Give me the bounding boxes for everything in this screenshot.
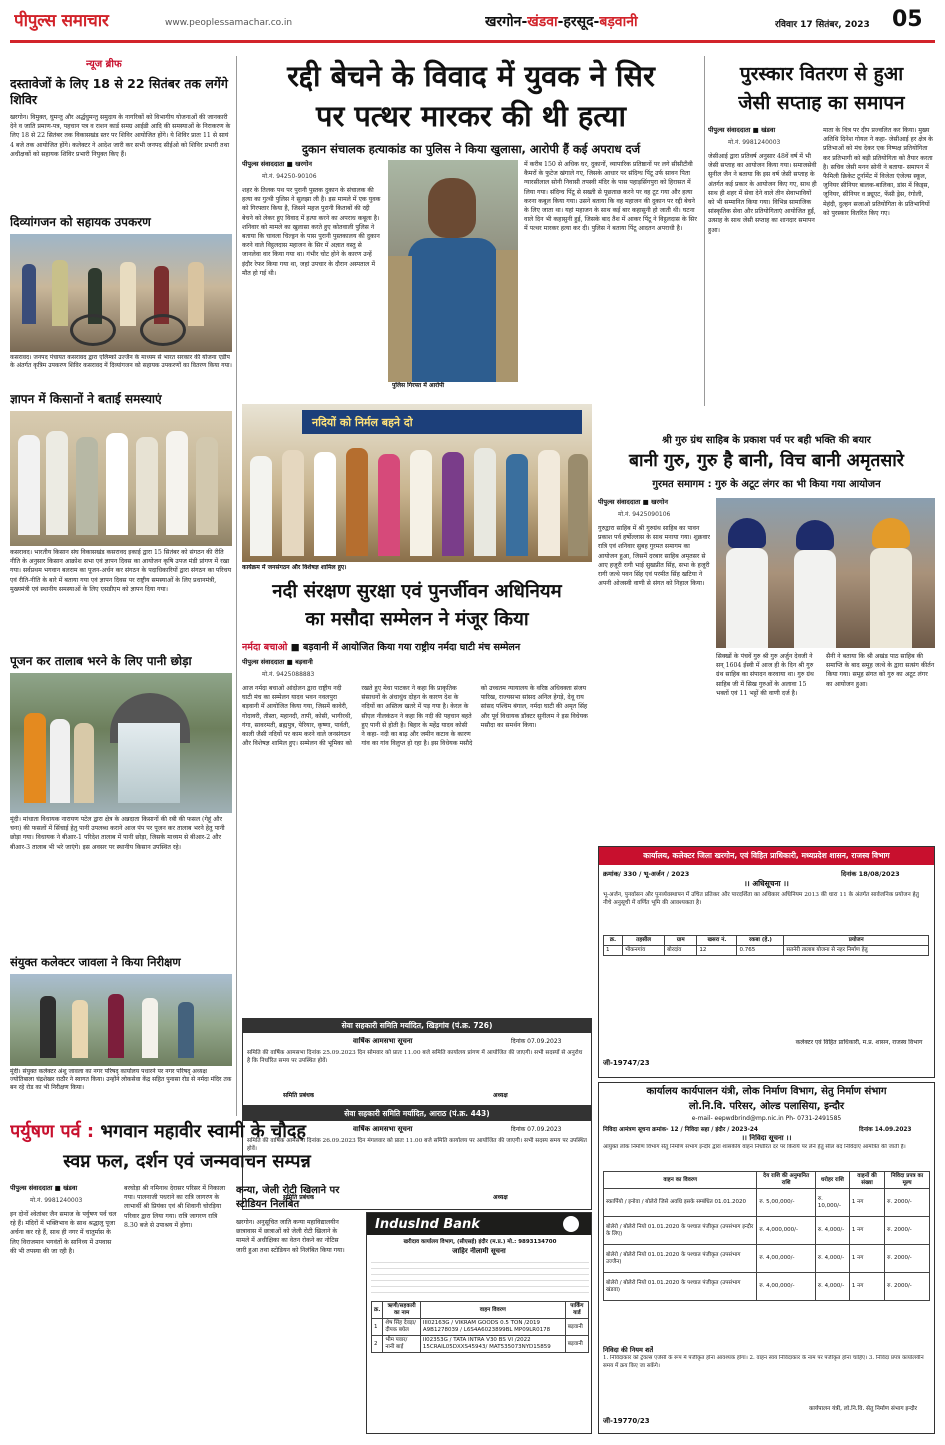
brief-5-title: संयुक्त कलेक्टर जावला ने किया निरीक्षण [10, 955, 181, 969]
paryushan-headline-2: स्वप्न फल, दर्शन एवं जन्मवाचन सम्पन्न [63, 1151, 311, 1172]
lead-headline-2: पर पत्थर मारकर की थी हत्या [315, 99, 627, 133]
govt-notice-title: ।। अधिसूचना ।। [744, 879, 789, 888]
govt-notice-footer-right: कलेक्टर एवं विहित प्राधिकारी, म.प्र. शासन, राजस्व विभाग [795, 1039, 923, 1046]
bank-logo-icon [563, 1216, 579, 1232]
lead-body-1: शहर के तिलक पथ पर पुरानी पुस्तक दुकान के संचालक की हत्या का गुत्थी पुलिस ने सुलझा ली है। इस मामले में एक युवक को गिरफ्तार किया है, जिसने महज पुरानी किताबों की रद्दी बेचने को लेकर हुए विवाद में हत्या करने का अपराध कबूला है। शनिवार को मामले का खुलासा करते हुए कोतवाली पुलिस ने बताया कि चावला चिल्ड्रन के पास पुरानी पुस्तकालय की दुकान करने वाले विट्ठलदास महाजन के सिर में अज्ञात वस्तु से जानलेवा वार किया गया था। गंभीर चोट होने के कारण उन्हें इंदौर रेफर किया गया था, जहां उपचार के दौरान अस्पताल में मौत हो गई थी। [242, 187, 381, 277]
narmada-headline-1: नदी संरक्षण सुरक्षा एवं पुनर्जीवन अधिनियम [272, 581, 562, 602]
bank-table [371, 1301, 589, 1353]
tender-1-signer-1: समिति प्रबंधक [283, 1092, 315, 1099]
paryushan-headline-1: पर्युषण पर्व : भगवान महावीर स्वामी के चौदह [10, 1121, 306, 1142]
bank-address: खरीदाव कार्यालय विभाग, (सीएसई) इंदौर (म.प्र.) मो.: 9893134700 [403, 1239, 557, 1245]
guru-body-1: गुरुद्वारा साहिब में श्री गुरुग्रंथ साहिब का पावन प्रकाश पर्व हर्षोल्लास के साथ मनाया गया। शुक्रवार रात्रि एवं शनिवार सुबह गुरमत समागम का आयोजन हुआ, जिसमें दरबार साहिब अमृतसर से आए हजूरी रागी भाई सुखप्रीत सिंह, सभा के हजूरी रागी जत्थे पवन सिंह एवं परमीत सिंह खटिया ने अपनी ओजस्वी वाणी से संगत को निहाल किया। [598, 525, 710, 588]
paryushan-side-headline: कन्या, जेली रोटी खिलाने पर स्टोडियन निलंबित [236, 1185, 340, 1210]
bank-notice-title: जाहिर नीलामी सूचना [452, 1247, 506, 1255]
tender-1-signer-2: अध्यक्ष [493, 1092, 508, 1099]
lead-body-2: में करीब 150 से अधिक घर, दुकानों, व्यापारिक प्रतिष्ठानों पर लगे सीसीटीवी कैमरों के फुटेज खंगाले गए, जिसके आधार पर संदिग्ध पिंटू उर्फ सावन पिता ग्यारसीलाल सोनी निवासी तपस्वी मंदिर के पास पहाड़सिंगपुरा को हिरासत में लिया गया। संदिग्ध पिंटू से सख्ती से पूछताछ करने पर वह टूट गया और हत्या करना कबूल किया गया। उसने बताया कि वह महाजन की दुकान पर रद्दी बेचने के लिए जाता था। यहां महाजन के साथ कई बार कहासुनी हो जाती थी। घटना वाले दिन भी कहासुनी हुई, जिसके बाद तैश में आकर पिंटू ने विट्ठलदास के सिर में पत्थर मारकर हत्या कर दी। पुलिस ने बताया पिंटू आदतन अपराधी है। [524, 161, 697, 233]
table-row: बोलेरो / बोलेरो नियो 01.01.2020 के पश्चात पंजीकृत (उपसंभाग उज्जैन) रु. 4,00,000/- रु. 4,000/- 1 नग रु. 2000/- [604, 1245, 930, 1273]
bank-col-no: क्र. [372, 1302, 383, 1319]
news-brief-label: न्यूज ब्रीफ [86, 59, 122, 70]
award-body-1: जेसीआई द्वारा प्रतिवर्ष अनुसार 48वें वर्ष में भी जेसी सप्ताह का आयोजन किया गया। समाजसेवी सुनील जैन ने बताया कि इस वर्ष जेसी सप्ताह के अंतर्गत कई प्रकार के आयोजन किए गए, साथ ही साथ ही शहर में सेवा देने वाले तीन सेवाभावियों को भी सम्मानित किया गया। विभिन्न सामाजिक सांस्कृतिक सेवा और प्रतियोगिताएं आयोजित हुईं, उत्साह के साथ जेसी सप्ताह का शानदार समापन हुआ। [708, 153, 817, 234]
lead-byline: पीपुल्स संवाददाता ■ खरगोन [242, 160, 313, 168]
paryushan-story [10, 1118, 364, 1438]
govt-col-tehsil: तहसील [622, 936, 664, 946]
narmada-mobile: मो.नं. 9425088883 [262, 671, 315, 678]
govt-notice-case: क्रमांक/ 330 / भू-अर्जन / 2023 [603, 870, 690, 878]
pwd-notice-date: दिनांक 14.09.2023 [859, 1127, 912, 1133]
govt-notice-header: कार्यालय, कलेक्टर जिला खरगोन, एवं विहित प्राधिकारी, मध्यप्रदेश शासन, राजस्व विभाग [599, 847, 934, 865]
pwd-col-fee: निविदा प्रपत्र का मूल्य [885, 1172, 930, 1189]
region-khargone: खरगोन- [485, 14, 528, 30]
govt-col-area: रकबा (हे.) [737, 936, 784, 946]
guru-body-3: सैनी ने बताया कि श्री अखंड पाठ साहिब की समाप्ति के बाद समूह जत्थे के द्वारा सत्संग कीर्तन किया गया। समूह संगत को गुरु का अटूट लंगर का आयोजन हुआ। [826, 653, 935, 688]
award-headline-1: पुरस्कार वितरण से हुआ [739, 63, 904, 85]
award-story [708, 56, 935, 404]
tender-2-signer-1: समिति प्रबंधक [283, 1194, 315, 1201]
guru-subhead: गुरमत समागम : गुरु के अटूट लंगर का भी किया गया आयोजन [652, 479, 881, 490]
govt-notice-footer-left: जी-19747/23 [603, 1059, 650, 1067]
lead-accused-photo [388, 160, 518, 382]
govt-col-khasra: खसरा नं. [697, 936, 737, 946]
govt-col-village: ग्राम [665, 936, 697, 946]
govt-col-no: क्र. [604, 936, 623, 946]
narmada-photo-caption: कार्यक्रम में जनसंगठन और विशेषज्ञ शामिल हुए। [242, 564, 347, 571]
guru-kicker: श्री गुरु ग्रंथ साहिब के प्रकाश पर्व पर बही भक्ति की बयार [662, 435, 871, 446]
brief-5-caption: मूंदी। संयुक्त कलेक्टर अंशु जावला का नगर परिषद् कार्यालय पधारने पर नगर परिषद् अध्यक्ष ज्योतिबाला चंद्रशेखर राठौर ने स्वागत किया। उन्होंने लोकसेवा केंद्र सहित पुनासा रोड से नर्मदा मंदिर तक बन रहे रोड का भी निरीक्षण किया। [10, 1068, 232, 1091]
narmada-byline: पीपुल्स संवाददाता ■ बड़वानी [242, 658, 313, 666]
masthead-url: www.peoplessamachar.co.in [165, 18, 293, 28]
award-body-2: माता के चित्र पर दीप प्रज्वलित कर किया। मुख्य अतिथि दिनेश गोयल ने कहा- जेसीआई हर क्षेत्र के प्रतिभाओं को मंच देकर एक निष्पक्ष प्रतियोगिता कर प्रतिभागी को बड़ी प्रतियोगिता को तैयार करता है। सचिव जेसी मनन सोनी ने बताया- समापन में फैमिली क्रिकेट टूर्नामेंट में विजेता एंजेल्स स्कूल, जुनियर सीनियर बालक-बालिका, डांस में किड्स, जूनियर, सीनियर व ड्यूएट, फेंसी ड्रेस, रंगोली, मेहंदी, दुल्हन सजाओ प्रतियोगिता के प्रतिभागियों को पुरस्कार वितरित किए गए। [823, 127, 933, 217]
lead-story [242, 56, 700, 396]
region-harsud: -हरसूद- [557, 14, 600, 30]
lead-headline-1: रद्दी बेचने के विवाद में युवक ने सिर [287, 59, 655, 93]
pwd-footer-right: कार्यपालन यंत्री, लो.नि.वि. सेतु निर्माण संभाग इन्दौर [808, 1406, 918, 1412]
brief-1-title: दस्तावेजों के लिए 18 से 22 सितंबर तक लगेंगे शिविर [10, 76, 228, 107]
table-row: स्कार्पियो / इनोवा / बोलेरो जिसे अवधि इसके सम्बंधित 01.01.2020 रु. 5,00,000/- रु. 10,000/- 1 नग रु. 2000/- [604, 1189, 930, 1217]
table-row: 1 शेष सिंह देवड़ा/ दीपक बघेल III0216ЗG / VIKRAM GOODS 0.5 TON /2019 A9B1278039 / L6S4A6023899BL MP09LR0178 बड़वानी [372, 1319, 589, 1336]
pwd-header-2: लो.नि.वि. परिसर, ओल्ड पलासिया, इन्दौर [688, 1101, 845, 1112]
brief-5-photo [10, 974, 232, 1066]
brief-4-body: मूंदी। मांधाता विधायक नारायण पटेल द्वारा क्षेत्र के अन्नदाता किसानों की रबी की फसल (गेहूं और चना) की फसलों में सिंचाई हेतु पानी उपलब्ध कराने आज पंप पर पूजन कर तालाब भरने हेतु पानी छोड़ा गया। विधायक ने बीआर-1 परिदेश तालाब में पानी छोड़ा, जिसके माध्यम से बीआर-2 और बीआर-3 तालाब भी भरे जाएंगे। इस अवसर पर स्थानीय किसान उपस्थित रहे। [10, 816, 225, 851]
bank-notice-body [371, 1257, 589, 1297]
logo-text: पीपुल्स समाचार [14, 11, 109, 31]
pwd-terms: 1. निविदाकार को ट्रेवल्स एजेंसी के रूप में पंजीकृत होना आवश्यक होगा। 2. वाहन स्वयं निविदाकार के नाम पर पंजीकृत होना चाहिए। 3. निविदा प्रपत्र कार्यालयीन समय में क्रय किए जा सकेंगे। [603, 1355, 924, 1369]
paryushan-mobile: मो.नं. 9981240003 [30, 1197, 83, 1204]
tender-2-date: दिनांक 07.09.2023 [511, 1126, 562, 1133]
award-byline: पीपुल्स संवाददाता ■ खंडवा [708, 126, 776, 134]
pwd-notice-body: आयुक्त लोक निर्माण विभाग सेतु निर्माण संभाग इन्दौर द्वारा शासकीय वाहन निर्धारित दर पर किराये पर लेने हेतु सील बंद निविदाएं आमंत्रित की जाती हैं। [603, 1144, 906, 1150]
bank-notice [366, 1212, 592, 1434]
lead-subhead: दुकान संचालक हत्याकांड का पुलिस ने किया खुलासा, आरोपी हैं कई अपराध दर्ज [301, 142, 641, 156]
pwd-notice [598, 1082, 935, 1434]
table-row: 1 भीकनगांव बोरदांव 12 0.765 सतनेरी तालाब योजना से नहर निर्माण हेतु [604, 946, 929, 956]
tender-notice-1 [242, 1018, 592, 1106]
tender-2-sub: वार्षिक आमसभा सूचना [353, 1125, 413, 1133]
news-brief-column [10, 56, 232, 1116]
govt-col-purpose: प्रयोजन [784, 936, 929, 946]
tender-2-body: समिति की वार्षिक आमसभा दिनांक 26.09.2023 दिन मंगलवार को प्रातः 11.00 बजे समिति कार्यालय पर आयोजित की जाएगी। सभी सदस्य समय पर उपस्थित होवें। [247, 1138, 587, 1152]
bank-logo-text: IndusInd Bank [375, 1217, 480, 1232]
pwd-notice-no: निविदा आमंत्रण सूचना क्रमांक- 12 / निविदा सहा / इंदौर / 2023-24 [603, 1127, 758, 1133]
page-number: 05 [892, 7, 923, 32]
paryushan-side-body: खरगोन। अनुसूचित जाति कन्या महाविद्यालयीन छात्रावास में छात्राओं को जेली रोटी खिलाने के मामले में अधीक्षिका का वेतन रोकने का नोटिस जारी हुआ तथा स्टोडियन को निलंबित किया गया। [236, 1219, 345, 1254]
narmada-body: आज नर्मदा बचाओ आंदोलन द्वारा राष्ट्रीय नदी घाटी मंच का सम्मेलन यादव भवन नवलपुरा बड़वानी में आयोजित किया गया, जिसमें कावेरी, गोदावरी, तीस्ता, महानदी, तापी, कोसी, भागीरथी, गंगा, सावरमती, ब्रह्मपुत्र, पेरियार, कृष्णा, पार्वती, काली जैसी नदियों पर काम करने वाले जनसंगठन और विशेषज्ञ शामिल हुए। सम्मेलन की भूमिका को रखते हुए मेधा पाटकर ने कहा कि प्राकृतिक संसाधनों के अंधाधुंध दोहन के कारण देश के नदियों का अस्तित्व खतरे में पड़ गया है। केरल के सीएल नीलकंठन ने कहा कि नदी की पहचान बहते हुए पानी से होती है। बिहार के महेंद्र यादव कोसी ने कहा- नदी का बाढ़ और जमीन कटाव के कारण गांव का गांव विलुप्त हो रहा है। इस विधेयक मसौदे को उच्चतम न्यायालय के वरिष्ठ अधिवक्ता संजय पारिख, राज्यसभा सांसद अनिल हेगड़े, देवू राय सांसद पश्चिम बंगाल, नर्मदा घाटी की अमृत सिंह और पूर्व विधायक डॉक्टर सुनीलम ने इस विधेयक मसौदा का समर्थन किया। [242, 685, 588, 748]
narmada-kicker: नर्मदा बचाओ [242, 642, 288, 653]
guru-byline: पीपुल्स संवाददाता ■ खरगोन [598, 498, 669, 506]
pwd-col-deposit: धरोहर राशि [815, 1172, 849, 1189]
guru-photo [716, 498, 935, 648]
guru-mobile: मो.नं. 9425090106 [618, 511, 671, 518]
table-row: बोलेरो / बोलेरो नियो 01.01.2020 के पश्चात पंजीकृत (उपसंभाग खंडवा) रु. 4,00,000/- रु. 4,000/- 1 नग रु. 2000/- [604, 1273, 930, 1301]
pwd-table-header [604, 1172, 930, 1189]
masthead [0, 0, 945, 44]
pwd-header-1: कार्यालय कार्यपालन यंत्री, लोक निर्माण विभाग, सेतु निर्माण संभाग [646, 1086, 887, 1097]
brief-4-photo [10, 673, 232, 813]
tender-1-title: सेवा सहकारी समिति मर्यादित, खिड़गांव (पं.क्र. 726) [243, 1019, 591, 1033]
tender-1-sub: वार्षिक आमसभा सूचना [353, 1037, 413, 1045]
pwd-col-amount: देय राशि की अनुमानित राशि [757, 1172, 816, 1189]
brief-2-title: दिव्यांगजन को सहायक उपकरण [10, 215, 151, 229]
tender-2-title: सेवा सहकारी समिति मर्यादित, आराठ (पं.क्र. 443) [243, 1107, 591, 1121]
tender-2-signer-2: अध्यक्ष [493, 1194, 508, 1201]
award-headline-2: जेसी सप्ताह का समापन [738, 92, 905, 114]
masthead-rule [10, 40, 935, 43]
govt-notice [598, 846, 935, 1078]
pwd-table [603, 1171, 930, 1301]
lead-photo-caption: पुलिस गिरफ्त में आरोपी [392, 382, 445, 389]
masthead-region [485, 12, 785, 31]
tender-1-body: समिति की वार्षिक आमसभा दिनांक 25.09.2023 दिन सोमवार को प्रातः 11.00 बजे समिति कार्यालय प्रांगण में आयोजित की जाएगी। सभी सदस्यों से अनुरोध है कि निर्धारित समय पर उपस्थित होवें। [247, 1050, 583, 1064]
brief-3-body: कसरावद। भारतीय किसान संघ विकासखंड कसरावद इकाई द्वारा 15 सितंबर को संगठन की रीति नीति के अनुसार किसान आक्रोश सभा एवं ज्ञापन दिवस का आयोजन कृषि उपज मंडी प्रांगण में रखा गया। सर्वप्रथम भगवान बलराम का पूजन-अर्चन कर संगठन के पदाधिकारियों द्वारा संगठन का परिचय एवं रीति-नीति के बारे में बताया गया एवं ज्ञापन दिवस पर राष्ट्रीय समस्याओं के लिए प्रधानमंत्री, मुख्यमंत्री एवं स्थानीय समस्याओं के लिए एसडीएम को ज्ञापन दिया गया। [10, 549, 232, 593]
column-divider-left [236, 56, 237, 1116]
brief-1-body: खरगोन। विमुक्त, घुमन्तु और अर्द्धघुमन्तु समुदाय के नागरिकों को विभागीय योजनाओं की जानकारी देने व जाति प्रमाण-पत्र, पहचान पत्र व राशन कार्ड समग्र आईडी आदि की समस्याओं के निराकरण के लिए 18 से 22 सितंबर तक विकासखंड स्तर पर शिविर आयोजित होंगे। ये शिविर प्रातः 11 से सायं 4 बजे तक आयोजित होंगे। कलेक्टर ने आदेश जारी कर सभी जनपद सीईओ को शिविर प्रभारी तथा अधीक्षकों को सहायक शिविर प्रभारी नियुक्त किए हैं। [10, 114, 231, 158]
region-khandwa: खंडवा [527, 14, 558, 30]
narmada-story [242, 404, 592, 1016]
brief-2-caption: कसरावद। जनपद पंचायत कसरावद द्वारा एलिम्को उज्जैन के माध्यम से भारत सरकार की योजना एडीप के अंतर्गत कृत्रिम उपकरण शिविर कसरावद में दिव्यांगजन को सहायक उपकरणों का वितरण किया गया। [10, 354, 232, 369]
paryushan-byline: पीपुल्स संवाददाता ■ खंडवा [10, 1184, 78, 1192]
narmada-headline-2: का मसौदा सम्मेलन ने मंजूर किया [305, 609, 529, 630]
bank-col-name: ऋणी/सहकारी का नाम [383, 1302, 421, 1319]
bank-col-vehicle: वाहन विवरण [420, 1302, 565, 1319]
bank-col-yard: पार्किंग यार्ड [565, 1302, 588, 1319]
tender-1-date: दिनांक 07.09.2023 [511, 1038, 562, 1045]
govt-notice-date: दिनांक 18/08/2023 [841, 870, 900, 878]
brief-3-photo [10, 411, 232, 546]
bank-header [367, 1213, 591, 1235]
paryushan-body-2: बरघोड़ा श्री नमिनाथ देरासर परिसर में निकाला गया। पालनाजी पधराने का रात्रि जागरण के लाभार्थी श्री प्रियंका एवं श्री शिवानी चोरड़िया परिवार द्वारा लिया गया। रात्रि जागरण रात्रि 8.30 बजे से उपाश्रय में होगा। [124, 1185, 226, 1229]
narmada-subhead: नर्मदा बचाओ ■ बड़वानी में आयोजित किया गया राष्ट्रीय नर्मदा घाटी मंच सम्मेलन [242, 642, 521, 653]
guru-headline: बानी गुरु, गुरु है बानी, विच बानी अमृतसारे [629, 451, 904, 471]
table-row: 2 भीम पवार/ नानी बाई II02353G / TATA INTRA V30 BS VI /2022 15CRAIL05DXXS45943/ MAT535073NYD15859 बड़वानी [372, 1336, 589, 1353]
govt-table-header [604, 936, 929, 946]
masthead-date: रविवार 17 सितंबर, 2023 [775, 20, 870, 30]
table-row: बोलेरो / बोलेरो नियो 01.01.2020 के पश्चात पंजीकृत (उपसंभाग इन्दौर के लिए) रु. 4,000,000/- रु. 4,000/- 1 नग रु. 2000/- [604, 1217, 930, 1245]
govt-notice-body: भू-अर्जन, पुनर्वासन और पुनर्व्यवस्थापन में उचित प्रतिकर और पारदर्शिता का अधिकार अधिनियम 2013 की धारा 11 के अंतर्गत सार्वजनिक प्रयोजन हेतु नीचे अनुसूची में वर्णित भूमि की आवश्यकता है। [603, 892, 919, 906]
lead-mobile: मो.नं. 94250-90106 [262, 173, 317, 180]
brief-4-title: पूजन कर तालाब भरने के लिए पानी छोड़ा [10, 654, 192, 668]
guru-story [598, 410, 935, 840]
award-mobile: मो.नं. 9981240003 [728, 139, 781, 146]
guru-body-2: सिक्खों के पंचवें गुरु श्री गुरु अर्जुन देवजी ने सन् 1604 ईस्वी में आज ही के दिन श्री गुरु ग्रंथ साहिब का संपादन करवाया था। गुरु ग्रंथ साहिब जी में सिख गुरुओं के अलावा 15 भक्तों एवं 11 भट्टों की वाणी दर्ज है। [716, 653, 814, 697]
brief-2-photo [10, 234, 232, 352]
brief-3-title: ज्ञापन में किसानों ने बताई समस्याएं [10, 392, 162, 406]
pwd-email: e-mail- eepwdbrind@mp.nic.in Ph- 0731-2491585 [691, 1115, 842, 1122]
pwd-footer-left: जी-19770/23 [603, 1417, 650, 1425]
pwd-notice-title: ।। निविदा सूचना ।। [741, 1134, 792, 1142]
pwd-terms-title: निविदा की नियम शर्तें [603, 1346, 654, 1354]
narmada-banner: नदियों को निर्मल बहने दो [302, 410, 582, 434]
bank-table-header [372, 1302, 589, 1319]
paryushan-body-1: इन दोनों श्वेतांबर जैन समाज के पर्युषण पर्व चल रहे हैं। मंदिरों में भक्तिभाव के साथ श्रद्धालु पूजा अर्चना कर रहे हैं, साथ ही नगर में चातुर्मास के लिए विराजमान भगवंतों के सानिध्य में उपवास की भी तपस्या की जा रही है। [10, 1211, 117, 1255]
column-divider-mid [704, 56, 705, 406]
masthead-logo [14, 8, 154, 32]
pwd-col-count: वाहनों की संख्या [849, 1172, 884, 1189]
govt-notice-table [603, 935, 929, 956]
narmada-photo [242, 404, 592, 562]
region-barwani: बड़वानी [599, 14, 638, 30]
pwd-col-vehicle: वाहन का विवरण [604, 1172, 757, 1189]
paryushan-kicker: पर्युषण पर्व : [10, 1121, 95, 1142]
